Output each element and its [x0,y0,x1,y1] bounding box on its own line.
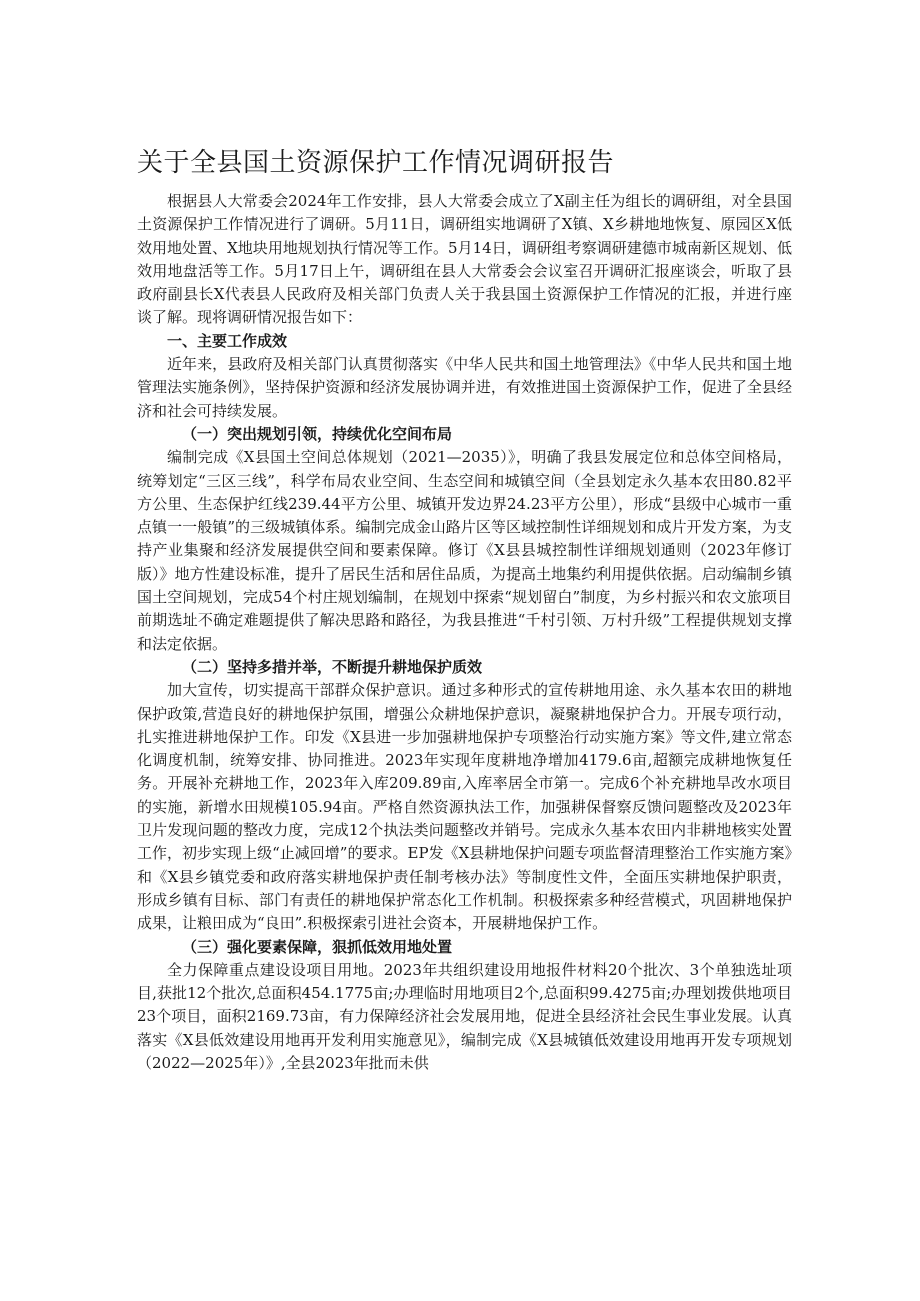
intro-paragraph: 根据县人大常委会2024年工作安排，县人大常委会成立了X副主任为组长的调研组，对全县国土资源保护工作情况进行了调研。5月11日，调研组实地调研了X镇、X乡耕地地恢复、原园区X低效用地处置、X地块用地规划执行情况等工作。5月14日，调研组考察调研建德市城南新区规划、低效用地盘活等工作。5月17日上午，调研组在县人大常委会会议室召开调研汇报座谈会，听取了县政府副县长X代表县人民政府及相关部门负责人关于我县国土资源保护工作情况的汇报，并进行座谈了解。现将调研情况报告如下： [137,192,792,327]
subsection-paragraph-land-use: 全力保障重点建设设项目用地。2023年共组织建设用地报件材料20个批次、3个单独选址项目,获批12个批次,总面积454.1775亩;办理临时用地项目2个,总面积99.4275亩;办理划拨供地项目23个项目，面积2169.73亩，有力保障经济社会发展用地，促进全县经济社会民生事业发展。认真落实《X县低效建设用地再开发利用实施意见》，编制完成《X县城镇低效建设用地再开发专项规划（2022—2025年）》,全县2023年批而未供 [137,960,792,1072]
section-heading-main-achievements: 一、主要工作成效 [167,331,288,350]
document-body [137,190,792,1075]
subsection-paragraph-planning: 编制完成《X县国土空间总体规划（2021—2035）》，明确了我县发展定位和总体空间格局，统筹划定“三区三线”，科学布局农业空间、生态空间和城镇空间（全县划定永久基本农田80.82平方公里、生态保护红线239.44平方公里、城镇开发边界24.23平方公里），形成“县级中心城市一重点镇一一般镇”的三级城镇体系。编制完成金山路片区等区域控制性详细规划和成片开发方案，为支持产业集聚和经济发展提供空间和要素保障。修订《X县县城控制性详细规划通则（2023年修订版）》地方性建设标准，提升了居民生活和居住品质，为提高土地集约利用提供依据。启动编制乡镇国土空间规划，完成54个村庄规划编制，在规划中探索“规划留白”制度，为乡村振兴和农文旅项目前期选址不确定难题提供了解决思路和路径，为我县推进“千村引领、万村升级”工程提供规划支撑和法定依据。 [137,448,792,653]
section-paragraph-main-achievements: 近年来，县政府及相关部门认真贯彻落实《中华人民共和国土地管理法》《中华人民共和国土地管理法实施条例》，坚持保护资源和经济发展协调并进，有效推进国土资源保护工作，促进了全县经济和社会可持续发展。 [137,355,792,420]
subsection-heading-farmland: （二）坚持多措并举，不断提升耕地保护质效 [182,657,483,676]
document-title: 关于全县国土资源保护工作情况调研报告 [137,148,615,178]
subsection-paragraph-farmland: 加大宣传，切实提高干部群众保护意识。通过多种形式的宣传耕地用途、永久基本农田的耕地保护政策,营造良好的耕地保护氛围，增强公众耕地保护意识，凝聚耕地保护合力。开展专项行动，扎实推进耕地保护工作。印发《X县进一步加强耕地保护专项整治行动实施方案》等文件,建立常态化调度机制，统筹安排、协同推进。2023年实现年度耕地净增加4179.6亩,超额完成耕地恢复任务。开展补充耕地工作，2023年入库209.89亩,入库率居全市第一。完成6个补充耕地旱改水项目的实施，新增水田规模105.94亩。严格自然资源执法工作，加强耕保督察反馈问题整改及2023年卫片发现问题的整改力度，完成12个执法类问题整改并销号。完成永久基本农田内非耕地核实处置工作，初步实现上级“止减回增”的要求。EP发《X县耕地保护问题专项监督清理整治工作实施方案》和《X县乡镇党委和政府落实耕地保护责任制考核办法》等制度性文件，全面压实耕地保护职责，形成乡镇有目标、部门有责任的耕地保护常态化工作机制。积极探索多种经营模式，巩固耕地保护成果，让粮田成为“良田”.积极探索引进社会资本，开展耕地保护工作。 [137,681,792,933]
subsection-heading-planning: （一）突出规划引领，持续优化空间布局 [182,424,453,443]
subsection-heading-land-use: （三）强化要素保障，狠抓低效用地处置 [182,937,453,956]
